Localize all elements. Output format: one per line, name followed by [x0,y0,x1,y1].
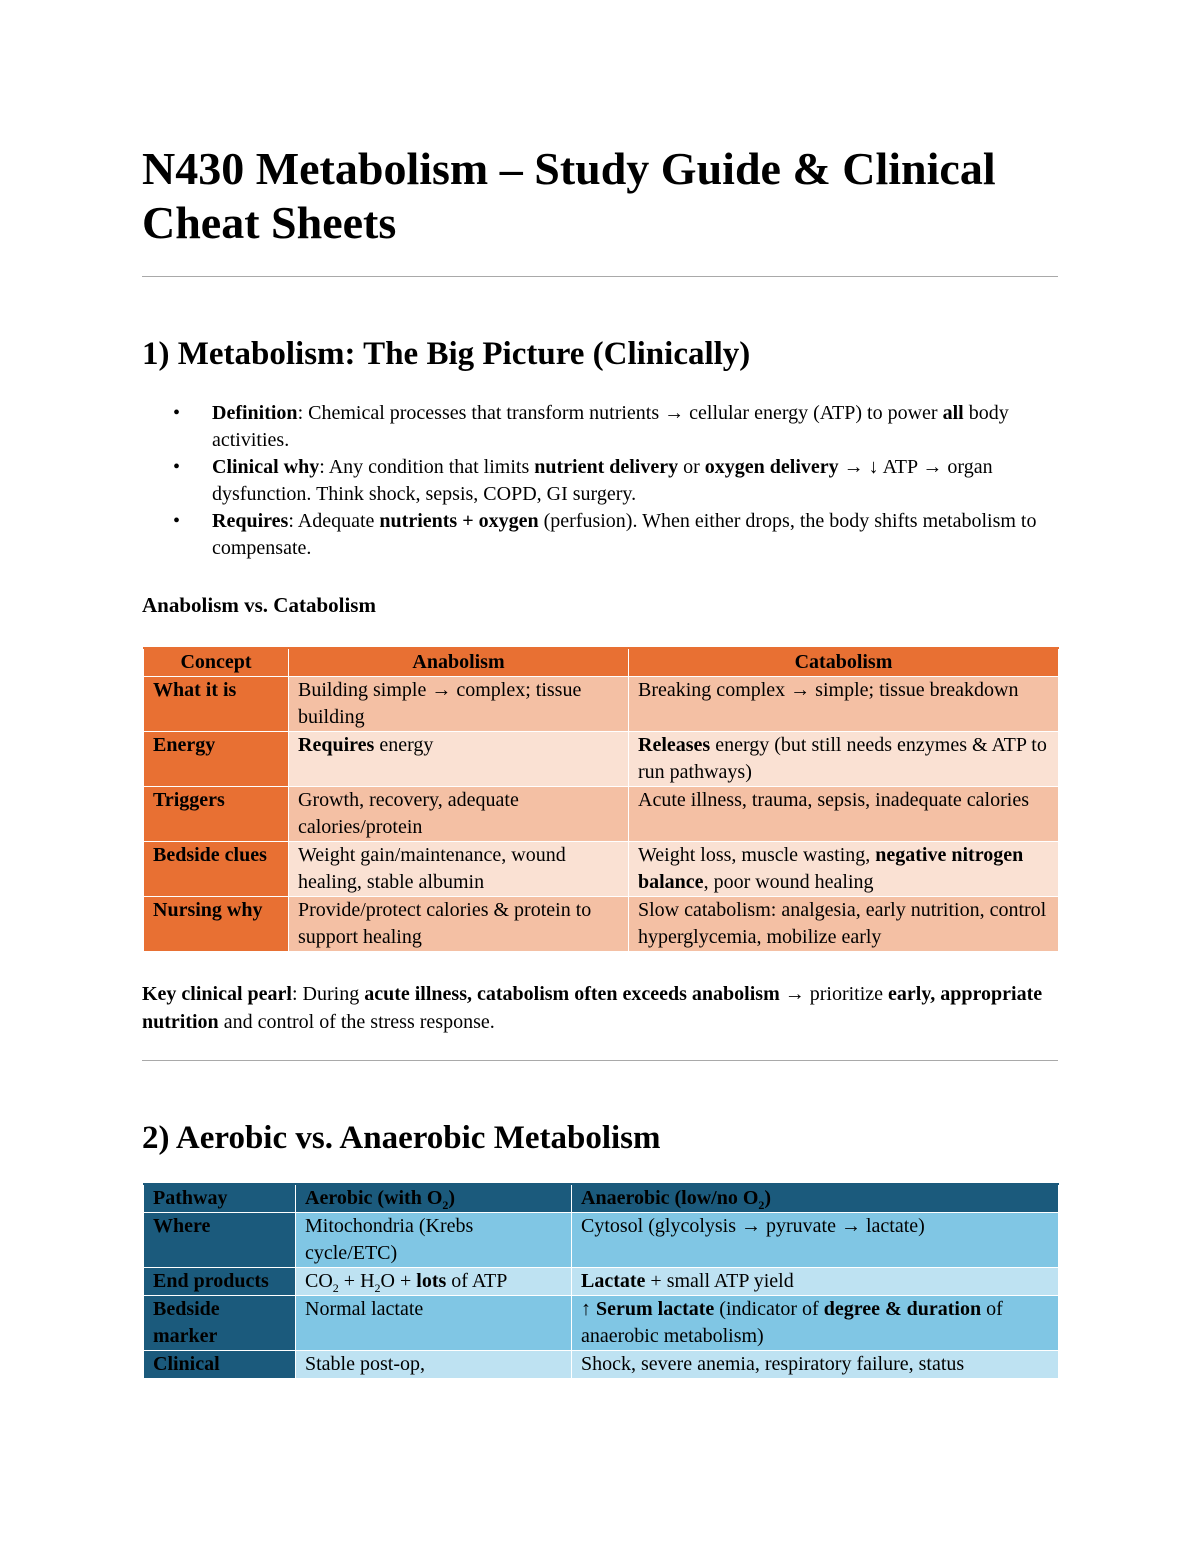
anabolism-catabolism-table [143,647,1059,952]
cell-text: O + [380,1270,417,1292]
clinical-pearl [142,980,1058,1036]
subscript: 2 [332,1281,339,1295]
pearl-text: and control of the stress response. [218,1011,495,1033]
bullet-requires [142,508,1058,562]
table-cell: Building simple → complex; tissue building [289,677,629,732]
row-header: Clinical [144,1351,296,1379]
table-row [144,1351,1059,1379]
table-row [144,787,1059,842]
subscript: 2 [374,1281,381,1295]
section-heading-1: 1) Metabolism: The Big Picture (Clinically) [142,336,751,372]
column-header [296,1184,572,1213]
pearl-text: : During [291,983,365,1005]
bullet-text: : Any condition that limits [319,456,535,478]
column-header: Catabolism [629,648,1059,677]
bullet-term: Definition [212,402,298,424]
table-cell: Stable post-op, [296,1351,572,1379]
cell-text: energy [374,734,434,756]
table-cell: Cytosol (glycolysis → pyruvate → lactate) [572,1213,1059,1268]
pearl-emphasis: acute illness, catabolism often exceeds anabolism [364,983,780,1005]
bullet-emphasis: oxygen delivery [704,456,839,478]
table-row [144,732,1059,787]
cell-text: Weight loss, muscle wasting, [638,844,876,866]
row-header: Energy [144,732,289,787]
row-header: Where [144,1213,296,1268]
table-cell [629,842,1059,897]
header-text: Anaerobic (low/no O [581,1187,759,1209]
subheading-anabolism-catabolism: Anabolism vs. Catabolism [142,593,376,617]
cell-emphasis: Requires [298,734,375,756]
divider [142,276,1058,277]
header-text: ) [764,1187,772,1209]
table-cell: Growth, recovery, adequate calories/protein [289,787,629,842]
cell-text: + small ATP yield [645,1270,794,1292]
bullet-text: body activities. [212,402,1009,451]
cell-emphasis: degree & duration [823,1298,982,1320]
cell-emphasis: Lactate [581,1270,646,1292]
page-title: N430 Metabolism – Study Guide & Clinical Cheat Sheets [142,143,996,248]
table-cell [289,732,629,787]
cell-text: of ATP [446,1270,508,1292]
subscript: 2 [442,1198,449,1212]
column-header: Anabolism [289,648,629,677]
bullet-text: (perfusion). When either drops, the body shifts metabolism to compensate. [212,510,1037,559]
bullet-text: → ↓ ATP → organ dysfunction. Think shock, sepsis, COPD, GI surgery. [212,456,993,505]
subscript: 2 [758,1198,765,1212]
bullet-term: Requires [212,510,289,532]
table-row [144,897,1059,952]
table-cell: Slow catabolism: analgesia, early nutrition, control hyperglycemia, mobilize early [629,897,1059,952]
table-row [144,1213,1059,1268]
aerobic-anaerobic-table [143,1183,1059,1379]
table-cell [296,1268,572,1296]
table-row [144,842,1059,897]
pearl-emphasis: early, appropriate nutrition [142,983,1043,1033]
bullet-emphasis: nutrient delivery [534,456,679,478]
pearl-text: → prioritize [779,983,889,1005]
section-heading-2: 2) Aerobic vs. Anaerobic Metabolism [142,1120,661,1156]
cell-text: of anaerobic metabolism) [581,1298,1003,1347]
header-text: Aerobic (with O [305,1187,443,1209]
row-header: Bedside marker [144,1296,296,1351]
header-text: ) [448,1187,456,1209]
table-cell: Normal lactate [296,1296,572,1351]
pearl-label: Key clinical pearl [142,983,292,1005]
cell-emphasis: Releases [638,734,711,756]
table-cell: Provide/protect calories & protein to support healing [289,897,629,952]
table-cell: Weight gain/maintenance, wound healing, stable albumin [289,842,629,897]
row-header: End products [144,1268,296,1296]
table-cell [572,1268,1059,1296]
table-cell: Shock, severe anemia, respiratory failure, status [572,1351,1059,1379]
table-cell: Acute illness, trauma, sepsis, inadequate calories [629,787,1059,842]
bullet-emphasis: all [942,402,964,424]
row-header: Bedside clues [144,842,289,897]
cell-text: , poor wound healing [703,871,874,893]
row-header: Nursing why [144,897,289,952]
bullet-term: Clinical why [212,456,320,478]
table-header-row [144,648,1059,677]
bullet-clinical-why [142,454,1058,508]
table-row [144,677,1059,732]
cell-text: CO [305,1270,333,1292]
bullet-text: : Chemical processes that transform nutrients → cellular energy (ATP) to power [297,402,943,424]
table-cell: Mitochondria (Krebs cycle/ETC) [296,1213,572,1268]
bullet-emphasis: nutrients + oxygen [379,510,539,532]
cell-text: energy (but still needs enzymes & ATP to run pathways) [638,734,1047,783]
bullet-text: or [678,456,705,478]
table-cell [629,732,1059,787]
table-cell [572,1296,1059,1351]
cell-emphasis: negative nitrogen balance [638,844,1024,893]
table-row [144,1268,1059,1296]
cell-emphasis: ↑ Serum lactate [581,1298,715,1320]
divider [142,1060,1058,1061]
cell-emphasis: lots [416,1270,447,1292]
table-header-row [144,1184,1059,1213]
bullet-text: : Adequate [288,510,380,532]
column-header: Pathway [144,1184,296,1213]
table-row [144,1296,1059,1351]
row-header: Triggers [144,787,289,842]
bullet-list [142,400,1058,562]
table-cell: Breaking complex → simple; tissue breakdown [629,677,1059,732]
bullet-definition [142,400,1058,454]
cell-text: (indicator of [714,1298,824,1320]
column-header: Concept [144,648,289,677]
row-header: What it is [144,677,289,732]
cell-text: + H [338,1270,375,1292]
column-header [572,1184,1059,1213]
